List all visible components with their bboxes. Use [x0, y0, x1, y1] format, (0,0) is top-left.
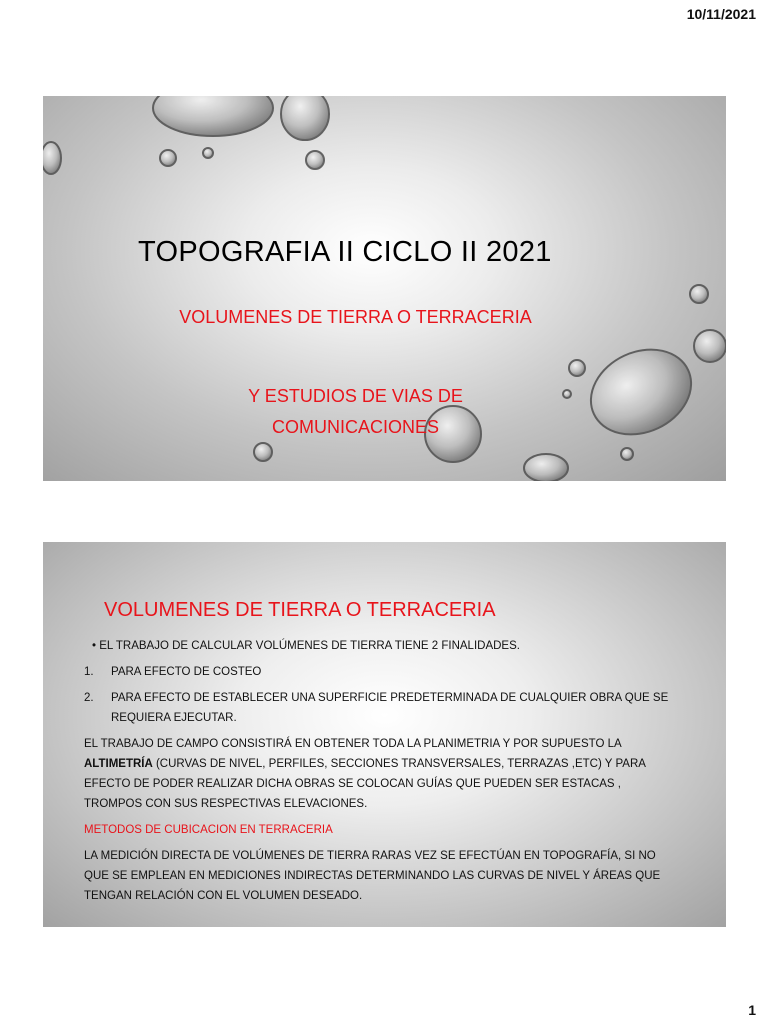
paragraph-measurement: LA MEDICIÓN DIRECTA DE VOLÚMENES DE TIERRA RARAS VEZ SE EFECTÚAN EN TOPOGRAFÍA, SI NO QUE SE EMPLEAN EN MEDICIONES INDIRECTAS DETERMINANDO LAS CURVAS DE NIVEL Y ÁREAS QUE TENGAN RELACIÓN CON EL VOLUMEN DESEADO.	[84, 850, 661, 902]
numbered-item-2	[84, 688, 679, 728]
slide-1-subtitle: VOLUMENES DE TIERRA O TERRACERIA	[179, 307, 532, 327]
bullet-text: EL TRABAJO DE CALCULAR VOLÚMENES DE TIERRA TIENE 2 FINALIDADES.	[99, 640, 520, 652]
slide-2-content	[43, 542, 726, 927]
item-number: 1.	[84, 666, 94, 678]
bold-term: ALTIMETRÍA	[84, 758, 153, 770]
paragraph-field-work	[84, 734, 679, 814]
print-date: 10/11/2021	[686, 6, 756, 22]
slide-1-title	[43, 96, 726, 481]
item-number: 2.	[84, 692, 94, 704]
slide-2-body	[84, 636, 679, 912]
slide-1-heading: TOPOGRAFIA II CICLO II 2021	[138, 236, 552, 268]
slide-1-subtitle-line-2: Y ESTUDIOS DE VIAS DE	[248, 386, 463, 406]
slide-1-subtitle-line-3: COMUNICACIONES	[271, 417, 439, 437]
methods-heading: METODOS DE CUBICACION EN TERRACERIA	[84, 824, 333, 836]
bullet-item: • EL TRABAJO DE CALCULAR VOLÚMENES DE TIERRA TIENE 2 FINALIDADES.	[92, 640, 520, 652]
paragraph-text: EL TRABAJO DE CAMPO CONSISTIRÁ EN OBTENER TODA LA PLANIMETRIA Y POR SUPUESTO LA	[84, 738, 622, 750]
numbered-item-1	[84, 662, 679, 682]
slide-2-heading: VOLUMENES DE TIERRA O TERRACERIA	[104, 599, 496, 621]
page-number: 1	[748, 1002, 756, 1018]
item-text: PARA EFECTO DE ESTABLECER UNA SUPERFICIE PREDETERMINADA DE CUALQUIER OBRA QUE SE REQUIERA EJECUTAR.	[111, 692, 669, 724]
paragraph-text-cont: (CURVAS DE NIVEL, PERFILES, SECCIONES TRANSVERSALES, TERRAZAS ,ETC) Y PARA EFECTO DE PODER REALIZAR DICHA OBRAS SE COLOCAN GUÍAS QUE PUEDEN SER ESTACAS , TROMPOS CON SUS RESPECTIVAS ELEVACIONES.	[84, 758, 646, 810]
item-text: PARA EFECTO DE COSTEO	[111, 666, 262, 678]
